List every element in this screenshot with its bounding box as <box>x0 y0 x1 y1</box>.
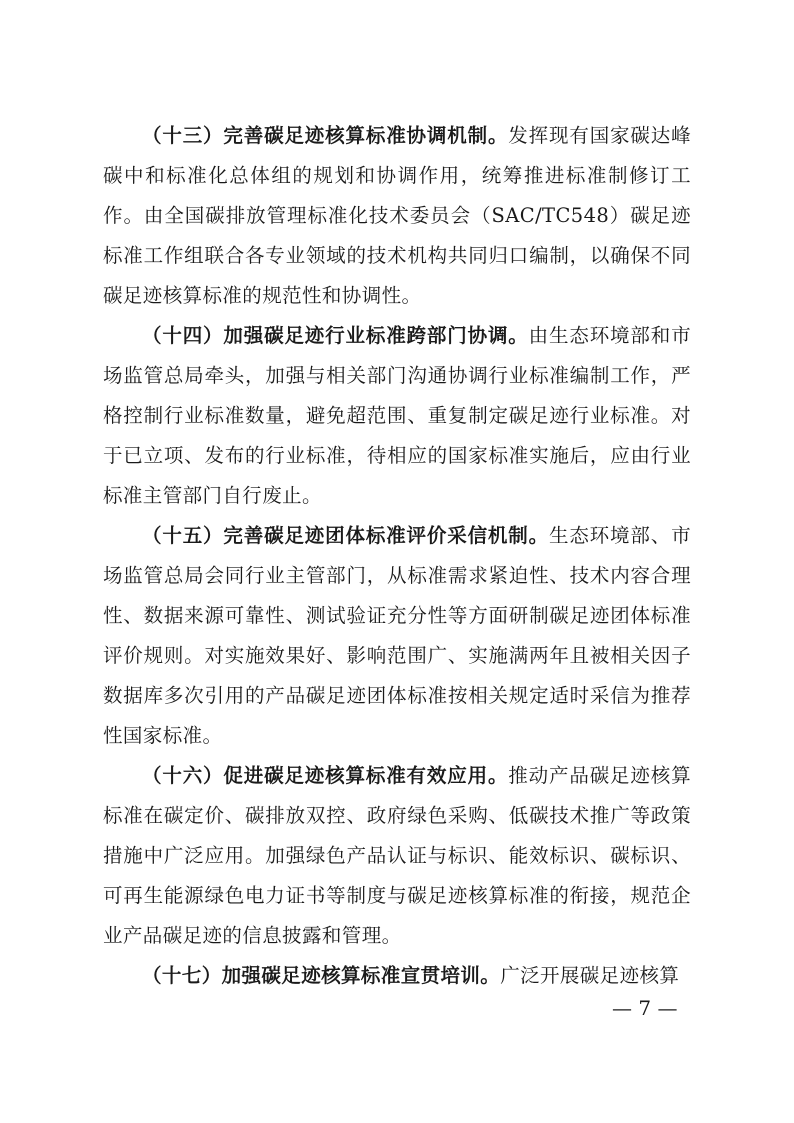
paragraph-heading: （十四）加强碳足迹行业标准跨部门协调。 <box>142 324 529 347</box>
paragraph-text: 推动产品碳足迹核算标准在碳定价、碳排放双控、政府绿色采购、低碳技术推广等政策措施中广泛应用。加强绿色产品认证与标识、能效标识、碳标识、可再生能源绿色电力证书等制度与碳足迹核算标准的衔接，规范企业产品碳足迹的信息披露和管理。 <box>103 764 691 947</box>
paragraph-text: 发挥现有国家碳达峰碳中和标准化总体组的规划和协调作用，统筹推进标准制修订工作。由全国碳排放管理标准化技术委员会（SAC/TC548）碳足迹标准工作组联合各专业领域的技术机构共同归口编制，以确保不同碳足迹核算标准的规范性和协调性。 <box>103 124 691 307</box>
paragraph-heading: （十六）促进碳足迹核算标准有效应用。 <box>142 764 509 787</box>
paragraph-text: 生态环境部、市场监管总局会同行业主管部门，从标准需求紧迫性、技术内容合理性、数据来源可靠性、测试验证充分性等方面研制碳足迹团体标准评价规则。对实施效果好、影响范围广、实施满两年且被相关因子数据库多次引用的产品碳足迹团体标准按相关规定适时采信为推荐性国家标准。 <box>103 524 691 747</box>
paragraph-heading: （十五）完善碳足迹团体标准评价采信机制。 <box>142 524 549 547</box>
paragraph-14 <box>103 316 691 516</box>
paragraph-heading: （十三）完善碳足迹核算标准协调机制。 <box>142 124 509 147</box>
document-body <box>103 116 691 996</box>
paragraph-16 <box>103 756 691 956</box>
paragraph-heading: （十七）加强碳足迹核算标准宣贯培训。 <box>142 964 501 987</box>
paragraph-17 <box>103 956 691 996</box>
page-number: — 7 — <box>612 996 678 1020</box>
paragraph-text: 广泛开展碳足迹核算 <box>500 964 680 987</box>
paragraph-text: 由生态环境部和市场监管总局牵头，加强与相关部门沟通协调行业标准编制工作，严格控制行业标准数量，避免超范围、重复制定碳足迹行业标准。对于已立项、发布的行业标准，待相应的国家标准实施后，应由行业标准主管部门自行废止。 <box>103 324 692 507</box>
paragraph-13 <box>103 116 691 316</box>
paragraph-15 <box>103 516 691 756</box>
